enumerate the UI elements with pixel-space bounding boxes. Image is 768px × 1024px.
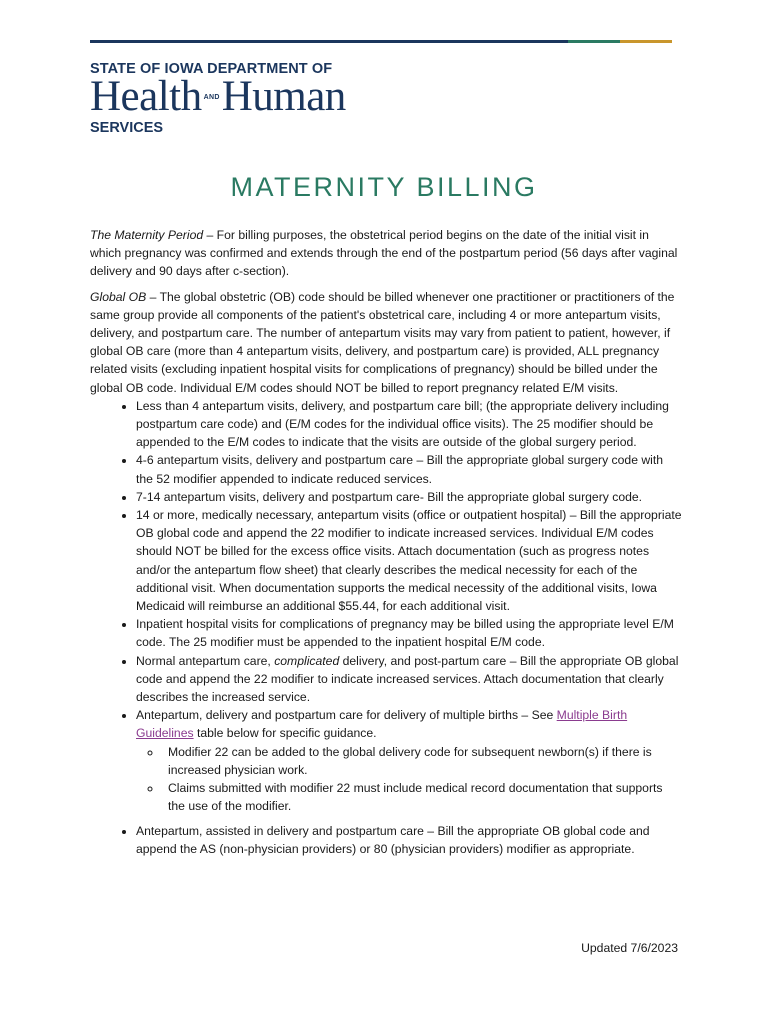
global-ob-paragraph	[90, 288, 682, 397]
list-item: • Inpatient hospital visits for complications of pregnancy may be billed using the appropriate level E/M code. The 25 modifier must be appended to the inpatient hospital E/M code.	[136, 615, 682, 651]
multiple-birth-sublist	[136, 743, 682, 816]
page-title: MATERNITY BILLING	[230, 172, 538, 202]
logo-services-line: SERVICES	[90, 120, 164, 136]
logo-word-human: Human	[221, 73, 346, 120]
global-ob-text: – The global obstetric (OB) code should be billed whenever one practitioner or practitioners of the same group provide all components of the patient's obstetrical care, including 4 or more antepartum visits, delivery, and postpartum care. The number of antepartum visits may vary from patient to patient, however, if global OB care (more than 4 antepartum visits, delivery, and postpartum care) is provided, ALL pregnancy related visits (excluding inpatient hospital visits for complications of pregnancy) should be billed under the global OB code. Individual E/M codes should NOT be billed to report pregnancy related E/M visits.	[90, 289, 675, 395]
header-rule-teal	[568, 40, 620, 43]
sub-list-item: ◦ Modifier 22 can be added to the global delivery code for subsequent newborn(s) if there is increased physician work.	[162, 743, 682, 779]
list-item	[136, 652, 682, 707]
list-item: • 14 or more, medically necessary, antepartum visits (office or outpatient hospital) – Bill the appropriate OB global code and append the 22 modifier to indicate increased services. Individual E/M codes should NOT be billed for the excess office visits. Attach documentation (such as progress notes and/or the antepartum flow sheet) that clearly describes the medical necessity for each of the additional visit. When documentation supports the medical necessity of the additional visits, Iowa Medicaid will reimburse an additional $55.44, for each additional visit.	[136, 506, 682, 615]
maternity-period-text: – For billing purposes, the obstetrical period begins on the date of the initial visit in which pregnancy was confirmed and extends through the end of the postpartum period (56 days after vaginal delivery and 90 days after c-section).	[90, 228, 678, 279]
list-item: • 4-6 antepartum visits, delivery and postpartum care – Bill the appropriate global surgery code with the 52 modifier appended to indicate reduced services.	[136, 451, 682, 487]
list-item-text: table below for specific guidance.	[193, 726, 377, 741]
list-item: • 7-14 antepartum visits, delivery and postpartum care- Bill the appropriate global surgery code.	[136, 488, 682, 506]
logo-word-and: AND	[203, 94, 220, 101]
list-item	[136, 706, 682, 815]
multiple-birth-guidelines-link[interactable]: Multiple Birth Guidelines	[136, 708, 628, 741]
updated-date: Updated 7/6/2023	[581, 941, 678, 955]
maternity-period-paragraph	[90, 226, 682, 281]
header-rule-navy	[90, 40, 568, 43]
list-item: • Antepartum, assisted in delivery and postpartum care – Bill the appropriate OB global code and append the AS (non-physician providers) or 80 (physician providers) modifier as appropriate.	[136, 822, 682, 858]
logo-word-health: Health	[90, 73, 202, 120]
global-ob-label: Global OB	[90, 289, 147, 304]
logo-state-line: STATE OF IOWA DEPARTMENT OF	[90, 61, 333, 77]
department-logo	[90, 61, 346, 136]
billing-rules-list	[90, 397, 682, 858]
header-rule-gold	[620, 40, 672, 43]
list-item: • Less than 4 antepartum visits, delivery, and postpartum care bill; (the appropriate delivery including postpartum care code) and (E/M codes for the individual office visits). The 25 modifier should be appended to the E/M codes to indicate that the visits are outside of the global surgery period.	[136, 397, 682, 452]
document-body	[90, 226, 682, 858]
sub-list-item: ◦ Claims submitted with modifier 22 must include medical record documentation that supports the use of the modifier.	[162, 779, 682, 815]
list-item-text: Normal antepartum care,	[136, 653, 275, 668]
logo-health-human	[90, 75, 346, 120]
list-item-emphasis: complicated	[274, 653, 340, 668]
list-item-text: Antepartum, delivery and postpartum care for delivery of multiple births – See	[136, 708, 557, 723]
maternity-period-label: The Maternity Period	[90, 228, 204, 242]
header-rule	[90, 40, 672, 43]
list-item-text: delivery, and post-partum care – Bill the appropriate OB global code and append the 22 modifier to indicate increased services. Attach documentation that clearly describes the increased service.	[136, 653, 679, 705]
